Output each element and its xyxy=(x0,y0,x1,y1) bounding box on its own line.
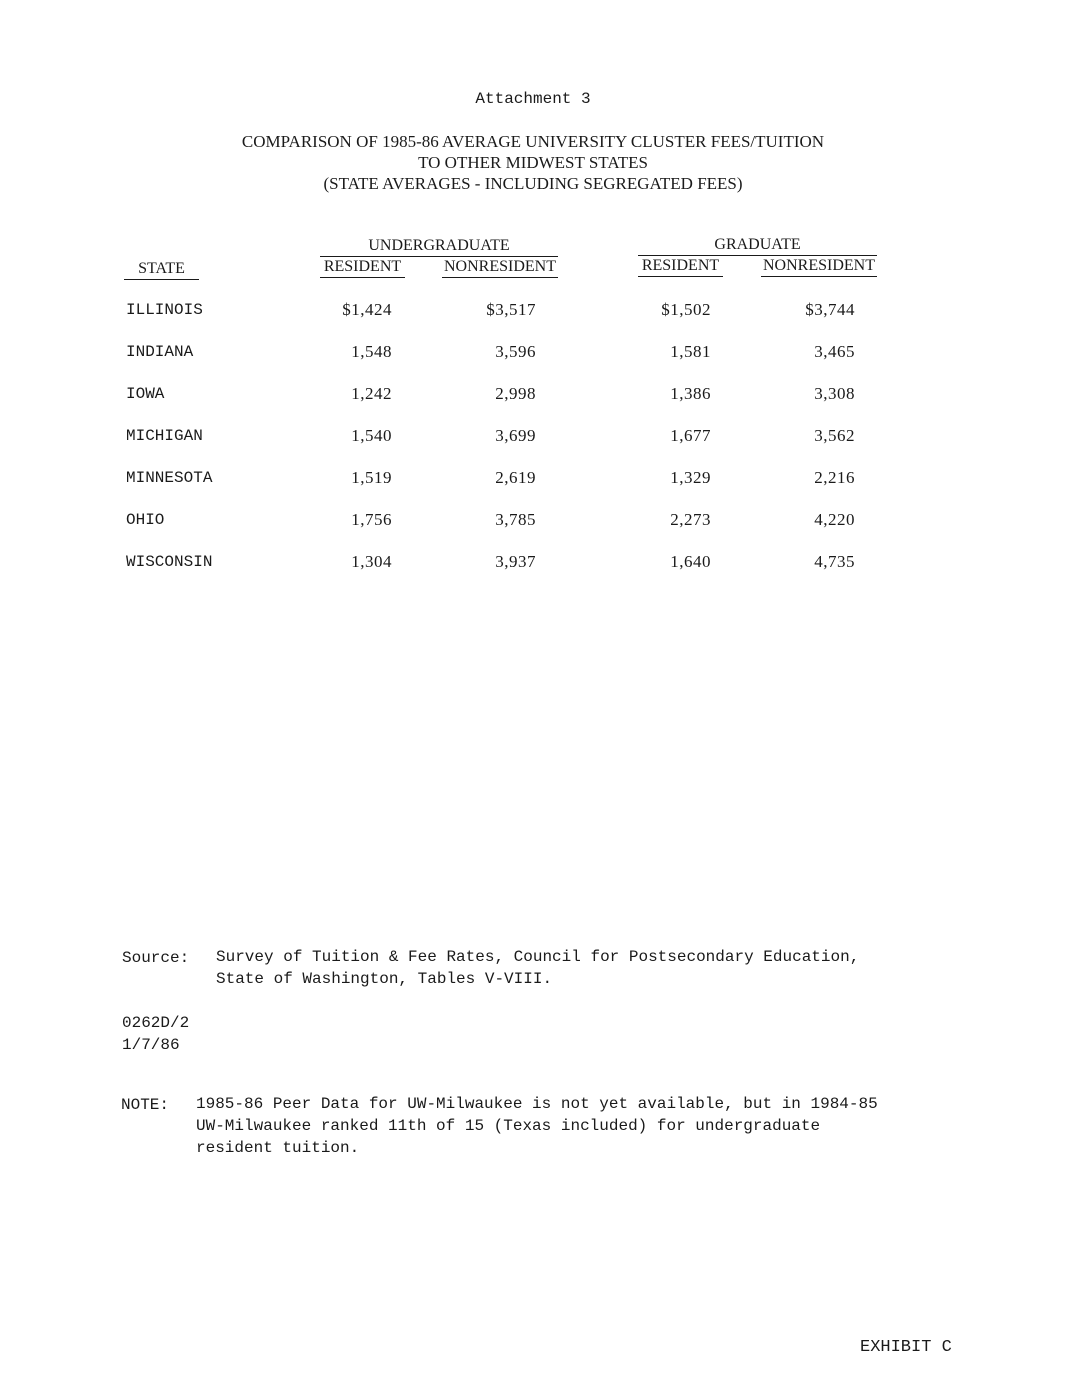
gr-nonresident-value: 4,735 xyxy=(814,552,855,571)
table-row xyxy=(0,466,1066,490)
ug-nonresident-value: 3,937 xyxy=(495,552,536,571)
source-line-2: State of Washington, Tables V-VIII. xyxy=(216,970,553,988)
ug-nonresident-value: 3,699 xyxy=(495,426,536,445)
exhibit-label: EXHIBIT C xyxy=(860,1338,952,1357)
ug-resident-value: 1,756 xyxy=(351,510,392,529)
state-name: ILLINOIS xyxy=(126,301,203,319)
table-row xyxy=(0,508,1066,532)
undergraduate-header: UNDERGRADUATE xyxy=(320,236,558,257)
gr-nonresident-value: $3,744 xyxy=(805,300,855,319)
state-name: OHIO xyxy=(126,511,165,529)
state-name: MINNESOTA xyxy=(126,469,213,487)
state-header: STATE xyxy=(124,259,199,280)
gr-nonresident-value: 3,308 xyxy=(814,384,855,403)
ug-nonresident-header: NONRESIDENT xyxy=(442,257,558,278)
document-title xyxy=(0,131,1066,194)
gr-nonresident-value: 3,465 xyxy=(814,342,855,361)
title-line-1: COMPARISON OF 1985-86 AVERAGE UNIVERSITY CLUSTER FEES/TUITION xyxy=(241,132,825,151)
gr-nonresident-value: 3,562 xyxy=(814,426,855,445)
ug-nonresident-value: 3,596 xyxy=(495,342,536,361)
ug-nonresident-value: 2,619 xyxy=(495,468,536,487)
note-line-2: UW-Milwaukee ranked 11th of 15 (Texas included) for undergraduate xyxy=(196,1117,821,1135)
ug-resident-value: $1,424 xyxy=(342,300,392,319)
gr-nonresident-value: 4,220 xyxy=(814,510,855,529)
ug-nonresident-value: 3,785 xyxy=(495,510,536,529)
document-date: 1/7/86 xyxy=(122,1036,180,1054)
gr-resident-header: RESIDENT xyxy=(638,256,723,277)
ug-resident-value: 1,548 xyxy=(351,342,392,361)
ug-nonresident-value: $3,517 xyxy=(486,300,536,319)
gr-resident-value: 1,640 xyxy=(670,552,711,571)
state-name: IOWA xyxy=(126,385,165,403)
gr-resident-value: 1,677 xyxy=(670,426,711,445)
ug-resident-value: 1,242 xyxy=(351,384,392,403)
source-line-1: Survey of Tuition & Fee Rates, Council for Postsecondary Education, xyxy=(216,948,860,966)
ug-resident-value: 1,540 xyxy=(351,426,392,445)
gr-resident-value: 1,386 xyxy=(670,384,711,403)
attachment-label: Attachment 3 xyxy=(475,90,591,108)
gr-resident-value: 2,273 xyxy=(670,510,711,529)
table-row xyxy=(0,298,1066,322)
note-label: NOTE: xyxy=(121,1096,170,1114)
gr-resident-value: $1,502 xyxy=(661,300,711,319)
graduate-header: GRADUATE xyxy=(638,235,877,256)
state-name: WISCONSIN xyxy=(126,553,213,571)
table-row xyxy=(0,424,1066,448)
gr-nonresident-header: NONRESIDENT xyxy=(761,256,877,277)
ug-resident-value: 1,519 xyxy=(351,468,392,487)
table-row xyxy=(0,550,1066,574)
gr-resident-value: 1,581 xyxy=(670,342,711,361)
state-name: INDIANA xyxy=(126,343,194,361)
ug-resident-header: RESIDENT xyxy=(320,257,405,278)
table-row xyxy=(0,340,1066,364)
table-row xyxy=(0,382,1066,406)
gr-nonresident-value: 2,216 xyxy=(814,468,855,487)
source-label: Source: xyxy=(122,949,190,967)
document-code: 0262D/2 xyxy=(122,1014,190,1032)
note-line-1: 1985-86 Peer Data for UW-Milwaukee is not yet available, but in 1984-85 xyxy=(196,1095,878,1113)
note-line-3: resident tuition. xyxy=(196,1139,360,1157)
ug-nonresident-value: 2,998 xyxy=(495,384,536,403)
title-line-3: (STATE AVERAGES - INCLUDING SEGREGATED FEES) xyxy=(323,174,743,193)
title-line-2: TO OTHER MIDWEST STATES xyxy=(418,153,648,172)
gr-resident-value: 1,329 xyxy=(670,468,711,487)
state-name: MICHIGAN xyxy=(126,427,203,445)
ug-resident-value: 1,304 xyxy=(351,552,392,571)
